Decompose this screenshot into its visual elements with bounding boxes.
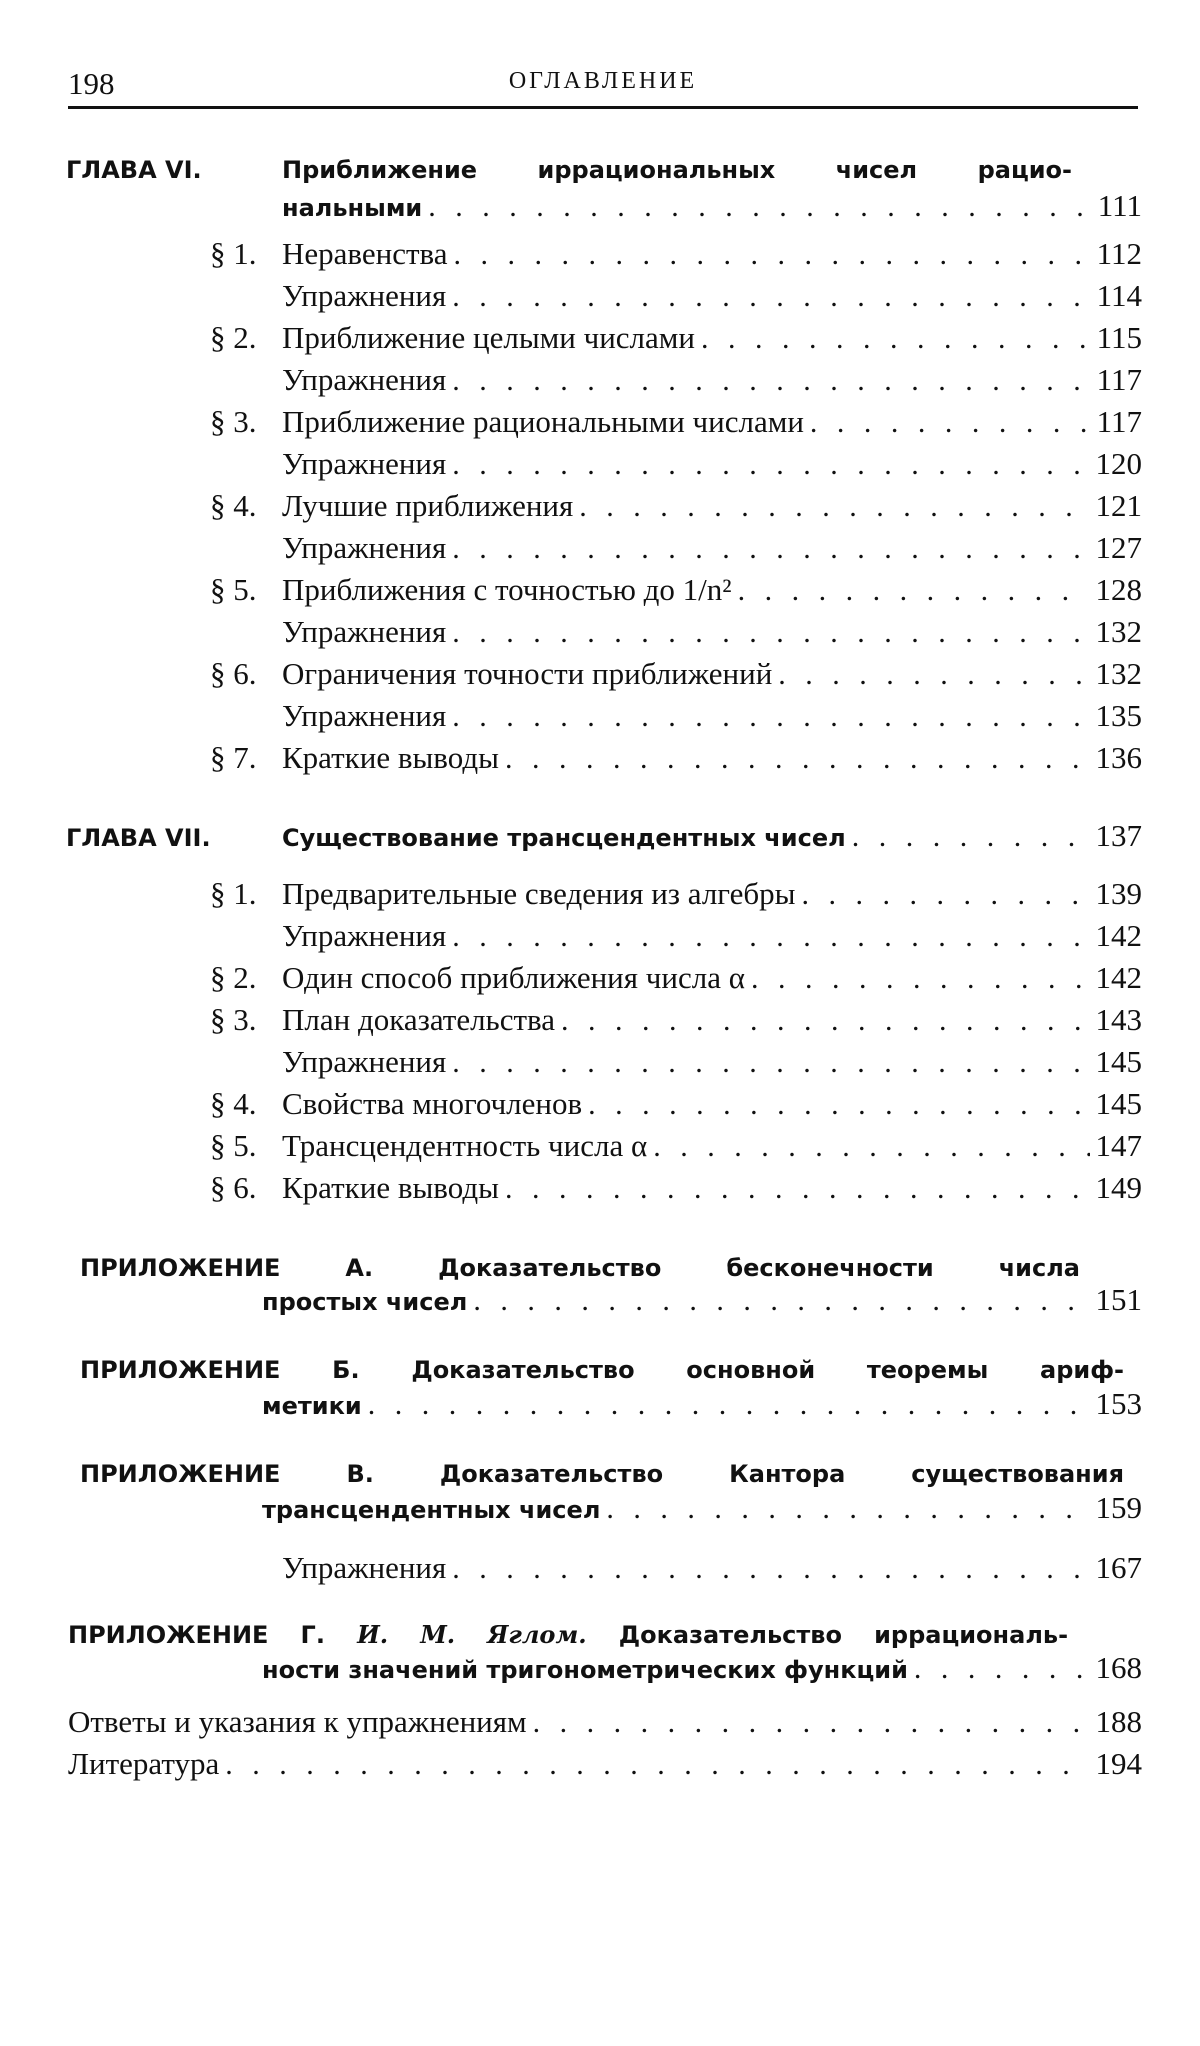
exercises-label: Упражнения <box>282 446 447 481</box>
back-matter-title: Литература <box>68 1746 220 1781</box>
exercises-label: Упражнения <box>282 918 447 953</box>
appendix-title-line2: ности значений тригонометрических функций <box>262 1656 908 1684</box>
running-header <box>68 66 1138 109</box>
section-title: Краткие выводы <box>282 1170 499 1205</box>
toc-entry-section[interactable] <box>210 1002 1142 1042</box>
toc-entry-exercises[interactable] <box>282 278 1142 318</box>
dot-leader <box>810 406 1091 440</box>
page-ref: 142 <box>1095 960 1142 995</box>
toc-entry-literature[interactable] <box>68 1746 1142 1786</box>
toc-entry-appendix-a[interactable] <box>262 1282 1142 1322</box>
appendix-label: ПРИЛОЖЕНИЕ Г. <box>68 1621 325 1649</box>
section-title: Предварительные сведения из алгебры <box>282 876 796 911</box>
toc-entry-chapter-vi[interactable] <box>282 188 1142 228</box>
page-ref: 168 <box>1095 1650 1142 1685</box>
toc-entry-answers[interactable] <box>68 1704 1142 1744</box>
dot-leader <box>452 616 1089 650</box>
dot-leader <box>751 962 1090 996</box>
dot-leader <box>368 1388 1090 1422</box>
section-title: План доказательства <box>282 1002 555 1037</box>
toc-entry-exercises[interactable] <box>282 362 1142 402</box>
section-title: Лучшие приближения <box>282 488 574 523</box>
section-title: Неравенства <box>282 236 448 271</box>
dot-leader <box>653 1130 1089 1164</box>
section-number: § 1. <box>210 236 257 271</box>
page-ref: 153 <box>1095 1386 1142 1421</box>
dot-leader <box>505 742 1090 776</box>
section-number: § 3. <box>210 1002 257 1037</box>
section-number: § 4. <box>210 488 257 523</box>
page-ref: 143 <box>1095 1002 1142 1037</box>
dot-leader <box>452 1552 1089 1586</box>
section-title: Приближения с точностью до 1/n² <box>282 572 732 607</box>
dot-leader <box>533 1706 1090 1740</box>
page-ref: 132 <box>1095 656 1142 691</box>
section-number: § 5. <box>210 1128 257 1163</box>
page-ref: 142 <box>1095 918 1142 953</box>
toc-entry-exercises[interactable] <box>282 1044 1142 1084</box>
toc-entry-exercises[interactable] <box>282 1550 1142 1590</box>
page-ref: 151 <box>1095 1282 1142 1317</box>
exercises-label: Упражнения <box>282 1044 447 1079</box>
dot-leader <box>801 878 1089 912</box>
page-ref: 111 <box>1097 188 1142 223</box>
running-title: ОГЛАВЛЕНИЕ <box>508 68 698 94</box>
dot-leader <box>579 490 1089 524</box>
dot-leader <box>505 1172 1090 1206</box>
page-ref: 167 <box>1095 1550 1142 1585</box>
appendix-heading <box>68 1620 1068 1649</box>
appendix-title-line2: простых чисел <box>262 1288 468 1316</box>
section-number: § 1. <box>210 876 257 911</box>
appendix-title-line1: Доказательство Кантора существования <box>439 1460 1124 1488</box>
appendix-title-line2: трансцендентных чисел <box>262 1496 601 1524</box>
toc-entry-section[interactable] <box>210 876 1142 916</box>
section-number: § 4. <box>210 1086 257 1121</box>
appendix-title-line1: Доказательство бесконечности числа <box>438 1254 1080 1282</box>
dot-leader <box>852 820 1090 854</box>
dot-leader <box>452 280 1090 314</box>
dot-leader <box>561 1004 1090 1038</box>
exercises-label: Упражнения <box>282 278 447 313</box>
section-title: Свойства многочленов <box>282 1086 583 1121</box>
page-ref: 149 <box>1095 1170 1142 1205</box>
dot-leader <box>473 1284 1089 1318</box>
toc-entry-section[interactable] <box>210 740 1142 780</box>
toc-entry-section[interactable] <box>210 1128 1142 1168</box>
toc-entry-exercises[interactable] <box>282 446 1142 486</box>
dot-leader <box>701 322 1091 356</box>
page-ref: 139 <box>1095 876 1142 911</box>
exercises-label: Упражнения <box>282 362 447 397</box>
page-ref: 145 <box>1095 1044 1142 1079</box>
toc-entry-appendix-g[interactable] <box>262 1650 1142 1690</box>
toc-entry-section[interactable] <box>210 488 1142 528</box>
page-ref: 117 <box>1096 404 1142 439</box>
page-ref: 117 <box>1096 362 1142 397</box>
page-ref: 135 <box>1095 698 1142 733</box>
page-ref: 188 <box>1095 1704 1142 1739</box>
dot-leader <box>588 1088 1089 1122</box>
dot-leader <box>738 574 1090 608</box>
chapter-label: ГЛАВА VII. <box>66 824 211 852</box>
appendix-author: И. М. Яглом. <box>357 1620 587 1649</box>
exercises-label: Упражнения <box>282 530 447 565</box>
dot-leader <box>606 1492 1089 1526</box>
toc-entry-exercises[interactable] <box>282 698 1142 738</box>
exercises-label: Упражнения <box>282 698 447 733</box>
section-number: § 2. <box>210 320 257 355</box>
toc-entry-exercises[interactable] <box>282 614 1142 654</box>
page-ref: 132 <box>1095 614 1142 649</box>
page-ref: 128 <box>1095 572 1142 607</box>
chapter-title: Существование трансцендентных чисел <box>282 824 846 852</box>
appendix-heading <box>80 1356 1124 1384</box>
section-title: Приближение целыми числами <box>282 320 695 355</box>
toc-entry-appendix-b[interactable] <box>262 1386 1142 1426</box>
section-title: Трансцендентность числа α <box>282 1128 648 1163</box>
appendix-label: ПРИЛОЖЕНИЕ В. <box>80 1460 374 1488</box>
toc-entry-section[interactable] <box>210 656 1142 696</box>
page-ref: 120 <box>1095 446 1142 481</box>
page-ref: 145 <box>1095 1086 1142 1121</box>
section-number: § 6. <box>210 1170 257 1205</box>
section-number: § 6. <box>210 656 257 691</box>
section-title: Приближение рациональными числами <box>282 404 804 439</box>
section-title: Ограничения точности приближений <box>282 656 773 691</box>
chapter-label: ГЛАВА VI. <box>66 156 202 184</box>
exercises-label: Упражнения <box>282 614 447 649</box>
page-ref: 137 <box>1095 818 1142 853</box>
toc-entry-exercises[interactable] <box>282 530 1142 570</box>
toc-entry-section[interactable] <box>210 1086 1142 1126</box>
page-ref: 115 <box>1096 320 1142 355</box>
dot-leader <box>225 1748 1089 1782</box>
section-number: § 7. <box>210 740 257 775</box>
page-ref: 127 <box>1095 530 1142 565</box>
chapter-title-line2: нальными <box>282 194 423 222</box>
dot-leader <box>452 1046 1089 1080</box>
toc-entry-exercises[interactable] <box>282 918 1142 958</box>
toc-entry-chapter-vii[interactable] <box>282 818 1142 858</box>
section-title: Один способ приближения числа α <box>282 960 745 995</box>
page-ref: 159 <box>1095 1490 1142 1525</box>
appendix-title-line1: Доказательство основной теоремы ариф- <box>411 1356 1125 1384</box>
toc-entry-section[interactable] <box>210 572 1142 612</box>
page-ref: 114 <box>1096 278 1142 313</box>
dot-leader <box>452 700 1089 734</box>
page-ref: 121 <box>1095 488 1142 523</box>
toc-entry-section[interactable] <box>210 960 1142 1000</box>
toc-entry-section[interactable] <box>210 1170 1142 1210</box>
appendix-title-line2: метики <box>262 1392 362 1420</box>
page-ref: 194 <box>1095 1746 1142 1781</box>
section-title: Краткие выводы <box>282 740 499 775</box>
page-ref: 112 <box>1096 236 1142 271</box>
dot-leader <box>452 448 1089 482</box>
section-number: § 2. <box>210 960 257 995</box>
dot-leader <box>452 532 1089 566</box>
dot-leader <box>428 190 1092 224</box>
toc-entry-section[interactable] <box>210 236 1142 276</box>
appendix-label: ПРИЛОЖЕНИЕ А. <box>80 1254 374 1282</box>
dot-leader <box>778 658 1089 692</box>
dot-leader <box>452 364 1090 398</box>
appendix-heading <box>80 1254 1080 1282</box>
dot-leader <box>452 920 1089 954</box>
exercises-label: Упражнения <box>282 1550 447 1585</box>
back-matter-title: Ответы и указания к упражнениям <box>68 1704 527 1739</box>
section-number: § 5. <box>210 572 257 607</box>
appendix-label: ПРИЛОЖЕНИЕ Б. <box>80 1356 360 1384</box>
page-ref: 136 <box>1095 740 1142 775</box>
dot-leader <box>454 238 1091 272</box>
section-number: § 3. <box>210 404 257 439</box>
dot-leader <box>914 1652 1090 1686</box>
toc-entry-section[interactable] <box>210 404 1142 444</box>
appendix-heading <box>80 1460 1124 1488</box>
appendix-title-line1: Доказательство иррациональ- <box>618 1621 1069 1649</box>
page-ref: 147 <box>1095 1128 1142 1163</box>
chapter-title-line1: Приближение иррациональных чисел рацио- <box>282 156 1072 184</box>
toc-entry-section[interactable] <box>210 320 1142 360</box>
toc-entry-appendix-v[interactable] <box>262 1490 1142 1530</box>
page-number: 198 <box>68 66 115 101</box>
